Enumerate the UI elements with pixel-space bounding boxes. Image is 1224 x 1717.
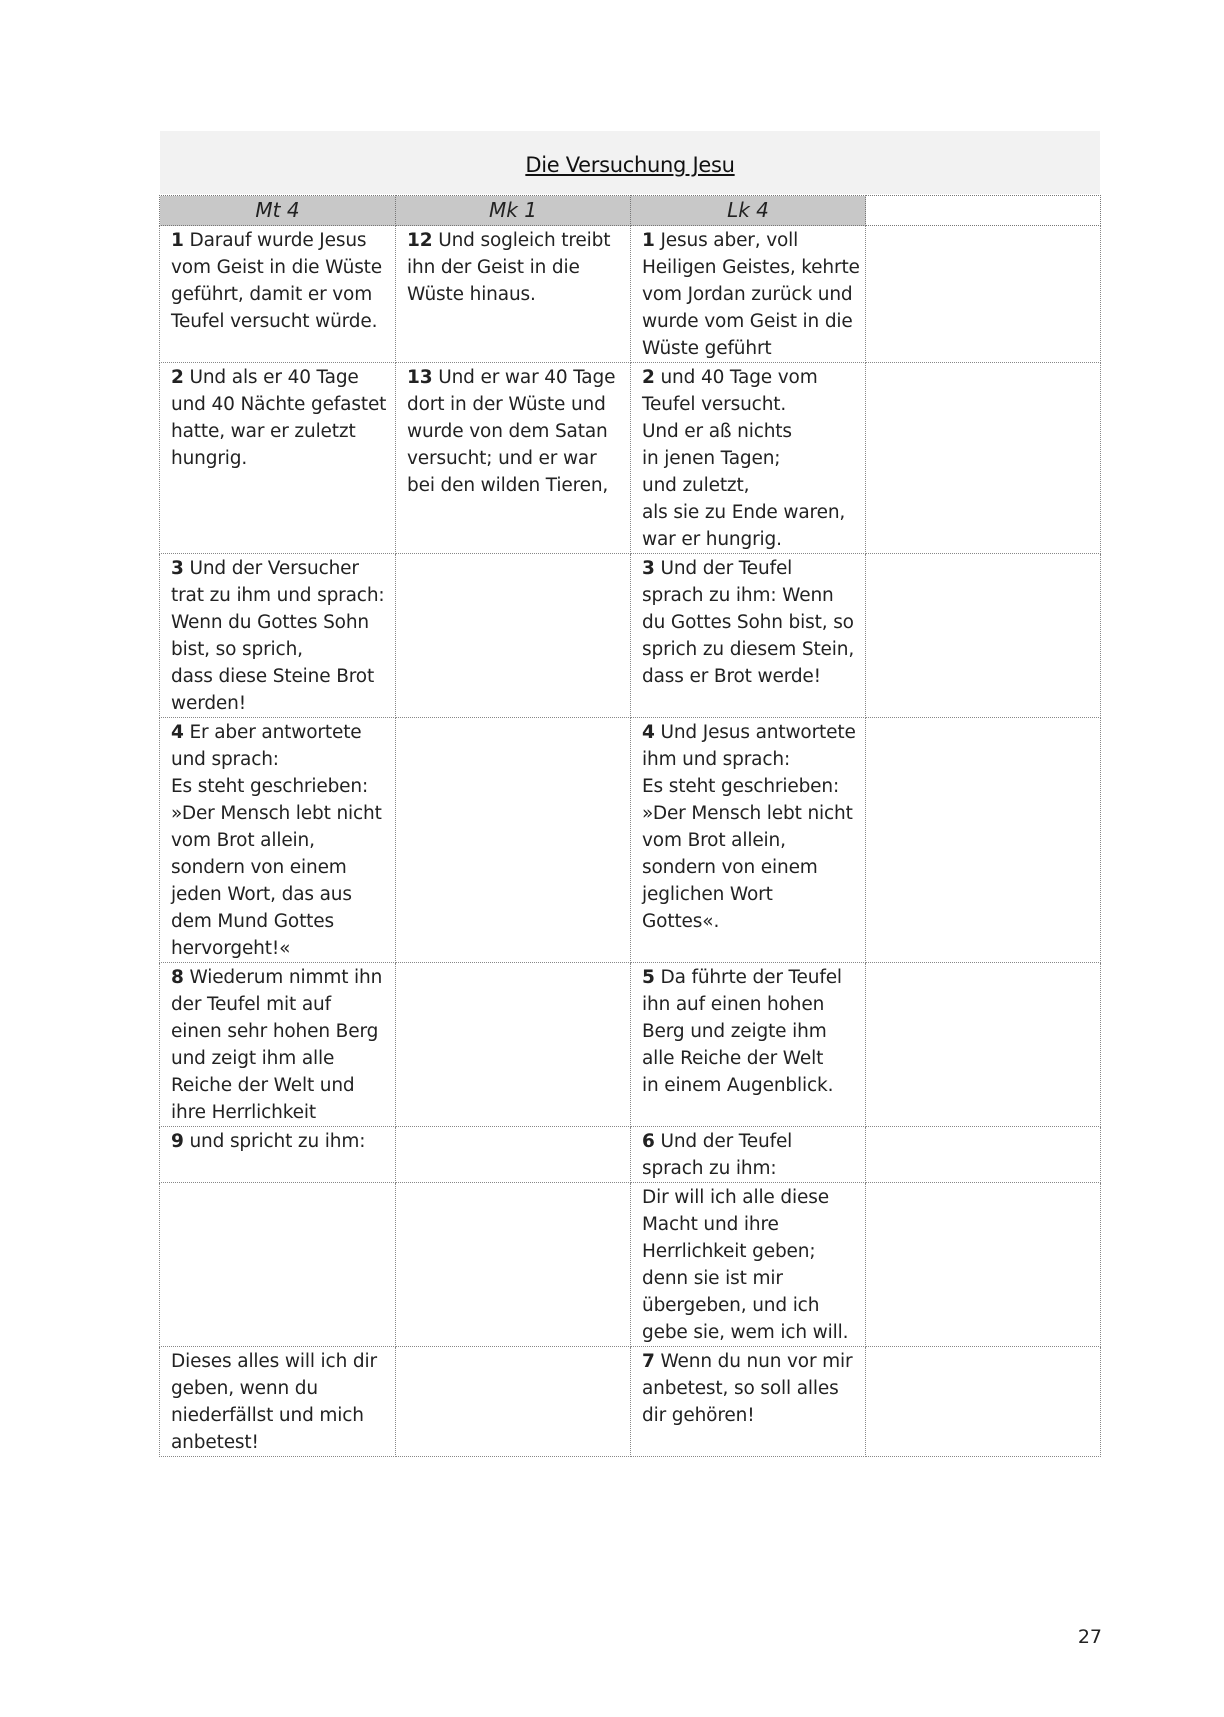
verse-text: ihre Herrlichkeit — [171, 1102, 316, 1123]
verse-text: Jesus aber, voll — [660, 230, 799, 251]
verse-text: Macht und ihre — [642, 1214, 779, 1235]
cell-line — [642, 335, 857, 362]
cell-mt — [160, 554, 396, 718]
cell-blank — [866, 1347, 1101, 1457]
page-title: Die Versuchung Jesu — [525, 153, 735, 177]
cell-mt — [160, 963, 396, 1127]
cell-line — [642, 391, 857, 418]
cell-line — [407, 472, 622, 499]
verse-text: dass er Brot werde! — [642, 666, 821, 687]
verse-text: Teufel versucht würde. — [171, 311, 378, 332]
title-band — [160, 131, 1100, 194]
cell-line — [642, 1238, 857, 1265]
cell-line — [171, 690, 387, 717]
verse-number: 2 — [171, 367, 184, 388]
cell-line — [642, 418, 857, 445]
table-row — [160, 1183, 1101, 1347]
verse-text: denn sie ist mir — [642, 1268, 783, 1289]
cell-line — [642, 1018, 857, 1045]
cell-line — [407, 281, 622, 308]
verse-text: Darauf wurde Jesus — [189, 230, 367, 251]
cell-line — [407, 391, 622, 418]
cell-mk — [396, 554, 631, 718]
cell-lk — [631, 1127, 866, 1183]
cell-line — [407, 227, 622, 254]
cell-line — [171, 935, 387, 962]
verse-text: Teufel versucht. — [642, 394, 787, 415]
cell-line — [642, 908, 857, 935]
cell-lk — [631, 718, 866, 963]
cell-lk — [631, 363, 866, 554]
verse-text: »Der Mensch lebt nicht — [642, 803, 853, 824]
cell-lk — [631, 1347, 866, 1457]
verse-text: Wenn du Gottes Sohn — [171, 612, 369, 633]
cell-line — [642, 746, 857, 773]
verse-text: Reiche der Welt und — [171, 1075, 355, 1096]
verse-text: Und sogleich treibt — [438, 230, 611, 251]
verse-number: 1 — [171, 230, 184, 251]
cell-mk — [396, 1347, 631, 1457]
table-row — [160, 963, 1101, 1127]
page-number: 27 — [1077, 1626, 1102, 1648]
verse-text: der Teufel mit auf — [171, 994, 331, 1015]
cell-blank — [866, 226, 1101, 363]
cell-blank — [866, 554, 1101, 718]
cell-line — [171, 1402, 387, 1429]
cell-line — [642, 991, 857, 1018]
cell-line — [171, 364, 387, 391]
cell-line — [642, 636, 857, 663]
verse-text: hervorgeht!« — [171, 938, 291, 959]
cell-line — [642, 526, 857, 553]
verse-text: und spricht zu ihm: — [189, 1131, 366, 1152]
verse-text: hungrig. — [171, 448, 248, 469]
verse-text: wurde vom Geist in die — [642, 311, 853, 332]
verse-number: 12 — [407, 230, 433, 251]
cell-line — [171, 1128, 387, 1155]
cell-line — [407, 254, 622, 281]
cell-line — [642, 964, 857, 991]
cell-line — [642, 1155, 857, 1182]
synopsis-table — [159, 195, 1101, 1457]
verse-text: Es steht geschrieben: — [642, 776, 840, 797]
cell-line — [171, 719, 387, 746]
verse-text: hatte, war er zuletzt — [171, 421, 356, 442]
cell-blank — [866, 718, 1101, 963]
table-row — [160, 226, 1101, 363]
table-row — [160, 1347, 1101, 1457]
verse-number: 8 — [171, 967, 184, 988]
cell-line — [171, 827, 387, 854]
cell-line — [171, 391, 387, 418]
verse-text: Wüste geführt — [642, 338, 772, 359]
cell-line — [171, 609, 387, 636]
cell-line — [642, 1128, 857, 1155]
cell-line — [642, 1402, 857, 1429]
cell-line — [171, 1099, 387, 1126]
verse-text: Dieses alles will ich dir — [171, 1351, 377, 1372]
verse-text: dass diese Steine Brot — [171, 666, 375, 687]
verse-text: bei den wilden Tieren, — [407, 475, 609, 496]
cell-line — [171, 881, 387, 908]
verse-text: ihn der Geist in die — [407, 257, 580, 278]
verse-text: übergeben, und ich — [642, 1295, 820, 1316]
verse-text: sondern von einem — [642, 857, 818, 878]
cell-line — [171, 991, 387, 1018]
verse-text: jeglichen Wort — [642, 884, 773, 905]
cell-mk — [396, 963, 631, 1127]
verse-number: 4 — [642, 722, 655, 743]
cell-lk — [631, 226, 866, 363]
table-row — [160, 718, 1101, 963]
verse-text: und zuletzt, — [642, 475, 750, 496]
cell-line — [642, 1375, 857, 1402]
cell-line — [642, 609, 857, 636]
cell-line — [642, 1211, 857, 1238]
cell-blank — [866, 1127, 1101, 1183]
cell-line — [642, 1265, 857, 1292]
verse-text: trat zu ihm und sprach: — [171, 585, 385, 606]
cell-mt — [160, 1347, 396, 1457]
verse-text: Gottes«. — [642, 911, 720, 932]
verse-text: Wenn du nun vor mir — [660, 1351, 853, 1372]
verse-text: anbetest! — [171, 1432, 259, 1453]
cell-line — [171, 854, 387, 881]
verse-number: 5 — [642, 967, 655, 988]
cell-line — [642, 1184, 857, 1211]
verse-text: bist, so sprich, — [171, 639, 303, 660]
cell-line — [642, 1348, 857, 1375]
verse-text: Und er aß nichts — [642, 421, 792, 442]
verse-number: 3 — [171, 558, 184, 579]
verse-text: Heiligen Geistes, kehrte — [642, 257, 860, 278]
verse-text: Und Jesus antwortete — [660, 722, 856, 743]
header-row — [160, 196, 1101, 226]
verse-text: sprich zu diesem Stein, — [642, 639, 855, 660]
verse-text: Es steht geschrieben: — [171, 776, 369, 797]
cell-line — [642, 827, 857, 854]
verse-text: Dir will ich alle diese — [642, 1187, 829, 1208]
cell-line — [642, 227, 857, 254]
verse-text: Und als er 40 Tage — [189, 367, 359, 388]
verse-text: und sprach: — [171, 749, 279, 770]
cell-line — [642, 555, 857, 582]
verse-text: vom Brot allein, — [171, 830, 315, 851]
cell-blank — [866, 363, 1101, 554]
table-body — [160, 226, 1101, 1457]
cell-lk — [631, 963, 866, 1127]
cell-mk — [396, 1127, 631, 1183]
cell-line — [171, 800, 387, 827]
table-row — [160, 363, 1101, 554]
verse-number: 2 — [642, 367, 655, 388]
verse-text: ihn auf einen hohen — [642, 994, 825, 1015]
cell-line — [642, 1045, 857, 1072]
verse-number: 4 — [171, 722, 184, 743]
cell-line — [171, 1018, 387, 1045]
verse-number: 7 — [642, 1351, 655, 1372]
verse-text: anbetest, so soll alles — [642, 1378, 839, 1399]
verse-text: war er hungrig. — [642, 529, 782, 550]
cell-line — [171, 281, 387, 308]
cell-mt — [160, 718, 396, 963]
verse-text: Berg und zeigte ihm — [642, 1021, 827, 1042]
verse-number: 13 — [407, 367, 433, 388]
verse-text: vom Geist in die Wüste — [171, 257, 383, 278]
cell-line — [642, 582, 857, 609]
cell-line — [171, 555, 387, 582]
cell-line — [642, 364, 857, 391]
cell-mt — [160, 1183, 396, 1347]
verse-text: Wüste hinaus. — [407, 284, 536, 305]
cell-line — [642, 1072, 857, 1099]
cell-line — [171, 663, 387, 690]
cell-line — [171, 773, 387, 800]
verse-text: und 40 Nächte gefastet — [171, 394, 387, 415]
column-header-mk: Mk 1 — [396, 196, 631, 226]
verse-number: 6 — [642, 1131, 655, 1152]
cell-line — [171, 254, 387, 281]
cell-mk — [396, 718, 631, 963]
cell-mt — [160, 226, 396, 363]
verse-text: Er aber antwortete — [189, 722, 362, 743]
cell-line — [642, 1292, 857, 1319]
cell-line — [642, 445, 857, 472]
verse-text: als sie zu Ende waren, — [642, 502, 846, 523]
column-header-lk: Lk 4 — [631, 196, 866, 226]
verse-text: sondern von einem — [171, 857, 347, 878]
column-header-mt: Mt 4 — [160, 196, 396, 226]
verse-text: gebe sie, wem ich will. — [642, 1322, 849, 1343]
cell-line — [171, 1375, 387, 1402]
cell-line — [171, 227, 387, 254]
verse-text: Und der Versucher — [189, 558, 359, 579]
cell-mk — [396, 1183, 631, 1347]
cell-line — [171, 418, 387, 445]
verse-text: versucht; und er war — [407, 448, 597, 469]
verse-text: vom Jordan zurück und — [642, 284, 853, 305]
verse-text: wurde von dem Satan — [407, 421, 608, 442]
cell-line — [171, 1429, 387, 1456]
cell-line — [642, 773, 857, 800]
cell-mk — [396, 363, 631, 554]
verse-text: du Gottes Sohn bist, so — [642, 612, 854, 633]
verse-text: in einem Augenblick. — [642, 1075, 834, 1096]
cell-line — [171, 445, 387, 472]
verse-text: werden! — [171, 693, 247, 714]
cell-line — [642, 663, 857, 690]
verse-text: Und er war 40 Tage — [438, 367, 616, 388]
verse-text: dort in der Wüste und — [407, 394, 606, 415]
verse-text: Herrlichkeit geben; — [642, 1241, 816, 1262]
verse-text: Da führte der Teufel — [660, 967, 842, 988]
table-row — [160, 554, 1101, 718]
verse-text: ihm und sprach: — [642, 749, 791, 770]
verse-text: und zeigt ihm alle — [171, 1048, 335, 1069]
cell-line — [171, 964, 387, 991]
verse-text: dir gehören! — [642, 1405, 755, 1426]
verse-text: Und der Teufel — [660, 558, 793, 579]
cell-lk — [631, 554, 866, 718]
verse-text: »Der Mensch lebt nicht — [171, 803, 382, 824]
cell-line — [171, 308, 387, 335]
cell-line — [171, 582, 387, 609]
cell-line — [642, 281, 857, 308]
verse-number: 9 — [171, 1131, 184, 1152]
cell-blank — [866, 1183, 1101, 1347]
verse-text: dem Mund Gottes — [171, 911, 334, 932]
cell-line — [171, 1348, 387, 1375]
cell-line — [171, 636, 387, 663]
cell-line — [171, 1072, 387, 1099]
verse-number: 1 — [642, 230, 655, 251]
verse-text: geben, wenn du — [171, 1378, 318, 1399]
cell-line — [642, 499, 857, 526]
column-header-blank — [866, 196, 1101, 226]
cell-line — [642, 1319, 857, 1346]
verse-text: niederfällst und mich — [171, 1405, 364, 1426]
cell-line — [642, 308, 857, 335]
cell-line — [171, 1045, 387, 1072]
cell-mt — [160, 363, 396, 554]
verse-text: jeden Wort, das aus — [171, 884, 352, 905]
cell-line — [171, 908, 387, 935]
cell-line — [642, 800, 857, 827]
cell-line — [407, 418, 622, 445]
verse-text: geführt, damit er vom — [171, 284, 373, 305]
verse-text: alle Reiche der Welt — [642, 1048, 824, 1069]
cell-line — [407, 364, 622, 391]
verse-text: vom Brot allein, — [642, 830, 786, 851]
cell-lk — [631, 1183, 866, 1347]
cell-line — [642, 854, 857, 881]
cell-line — [642, 254, 860, 281]
cell-line — [407, 445, 622, 472]
verse-text: Und der Teufel — [660, 1131, 793, 1152]
verse-text: in jenen Tagen; — [642, 448, 781, 469]
verse-text: sprach zu ihm: Wenn — [642, 585, 834, 606]
cell-mk — [396, 226, 631, 363]
verse-number: 3 — [642, 558, 655, 579]
verse-text: Wiederum nimmt ihn — [189, 967, 383, 988]
cell-mt — [160, 1127, 396, 1183]
verse-text: einen sehr hohen Berg — [171, 1021, 379, 1042]
cell-line — [642, 472, 857, 499]
table-row — [160, 1127, 1101, 1183]
cell-line — [642, 881, 857, 908]
verse-text: und 40 Tage vom — [660, 367, 818, 388]
cell-line — [642, 719, 857, 746]
verse-text: sprach zu ihm: — [642, 1158, 777, 1179]
cell-blank — [866, 963, 1101, 1127]
cell-line — [171, 746, 387, 773]
